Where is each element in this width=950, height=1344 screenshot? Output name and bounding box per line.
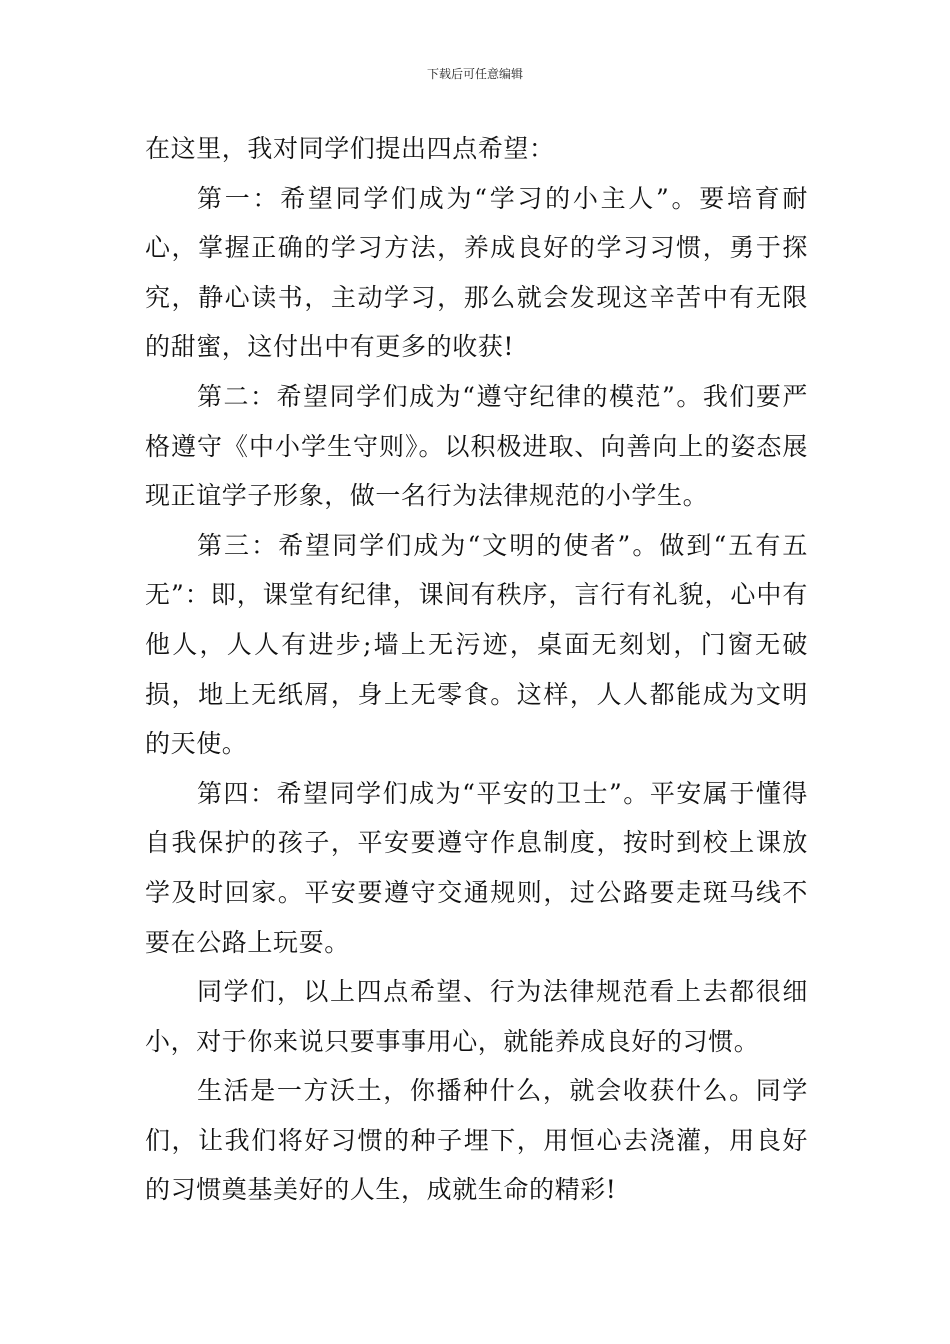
paragraph-hope-1: 第一：希望同学们成为“学习的小主人”。要培育耐心，掌握正确的学习方法，养成良好的学习习惯，勇于探究，静心读书，主动学习，那么就会发现这辛苦中有无限的甜蜜，这付出中有更多的收获! bbox=[145, 183, 808, 362]
paragraph-hope-4: 第四：希望同学们成为“平安的卫士”。平安属于懂得自我保护的孩子，平安要遵守作息制度，按时到校上课放学及时回家。平安要遵守交通规则，过公路要走斑马线不要在公路上玩耍。 bbox=[145, 778, 808, 957]
paragraph-hope-3: 第三：希望同学们成为“文明的使者”。做到“五有五无”：即，课堂有纪律，课间有秩序，言行有礼貌，心中有他人，人人有进步;墙上无污迹，桌面无刻划，门窗无破损，地上无纸屑，身上无零食。这样，人人都能成为文明的天使。 bbox=[145, 530, 808, 759]
header-note: 下载后可任意编辑 bbox=[426, 67, 523, 81]
intro-paragraph: 在这里，我对同学们提出四点希望： bbox=[145, 134, 555, 163]
paragraph-hope-2: 第二：希望同学们成为“遵守纪律的模范”。我们要严格遵守《中小学生守则》。以积极进取、向善向上的姿态展现正谊学子形象，做一名行为法律规范的小学生。 bbox=[145, 381, 808, 511]
document-body bbox=[145, 124, 808, 1215]
paragraph-closing: 生活是一方沃土，你播种什么，就会收获什么。同学们，让我们将好习惯的种子埋下，用恒心去浇灌，用良好的习惯奠基美好的人生，成就生命的精彩! bbox=[145, 1076, 808, 1205]
paragraph-summary: 同学们，以上四点希望、行为法律规范看上去都很细小，对于你来说只要事事用心，就能养成良好的习惯。 bbox=[145, 977, 808, 1056]
